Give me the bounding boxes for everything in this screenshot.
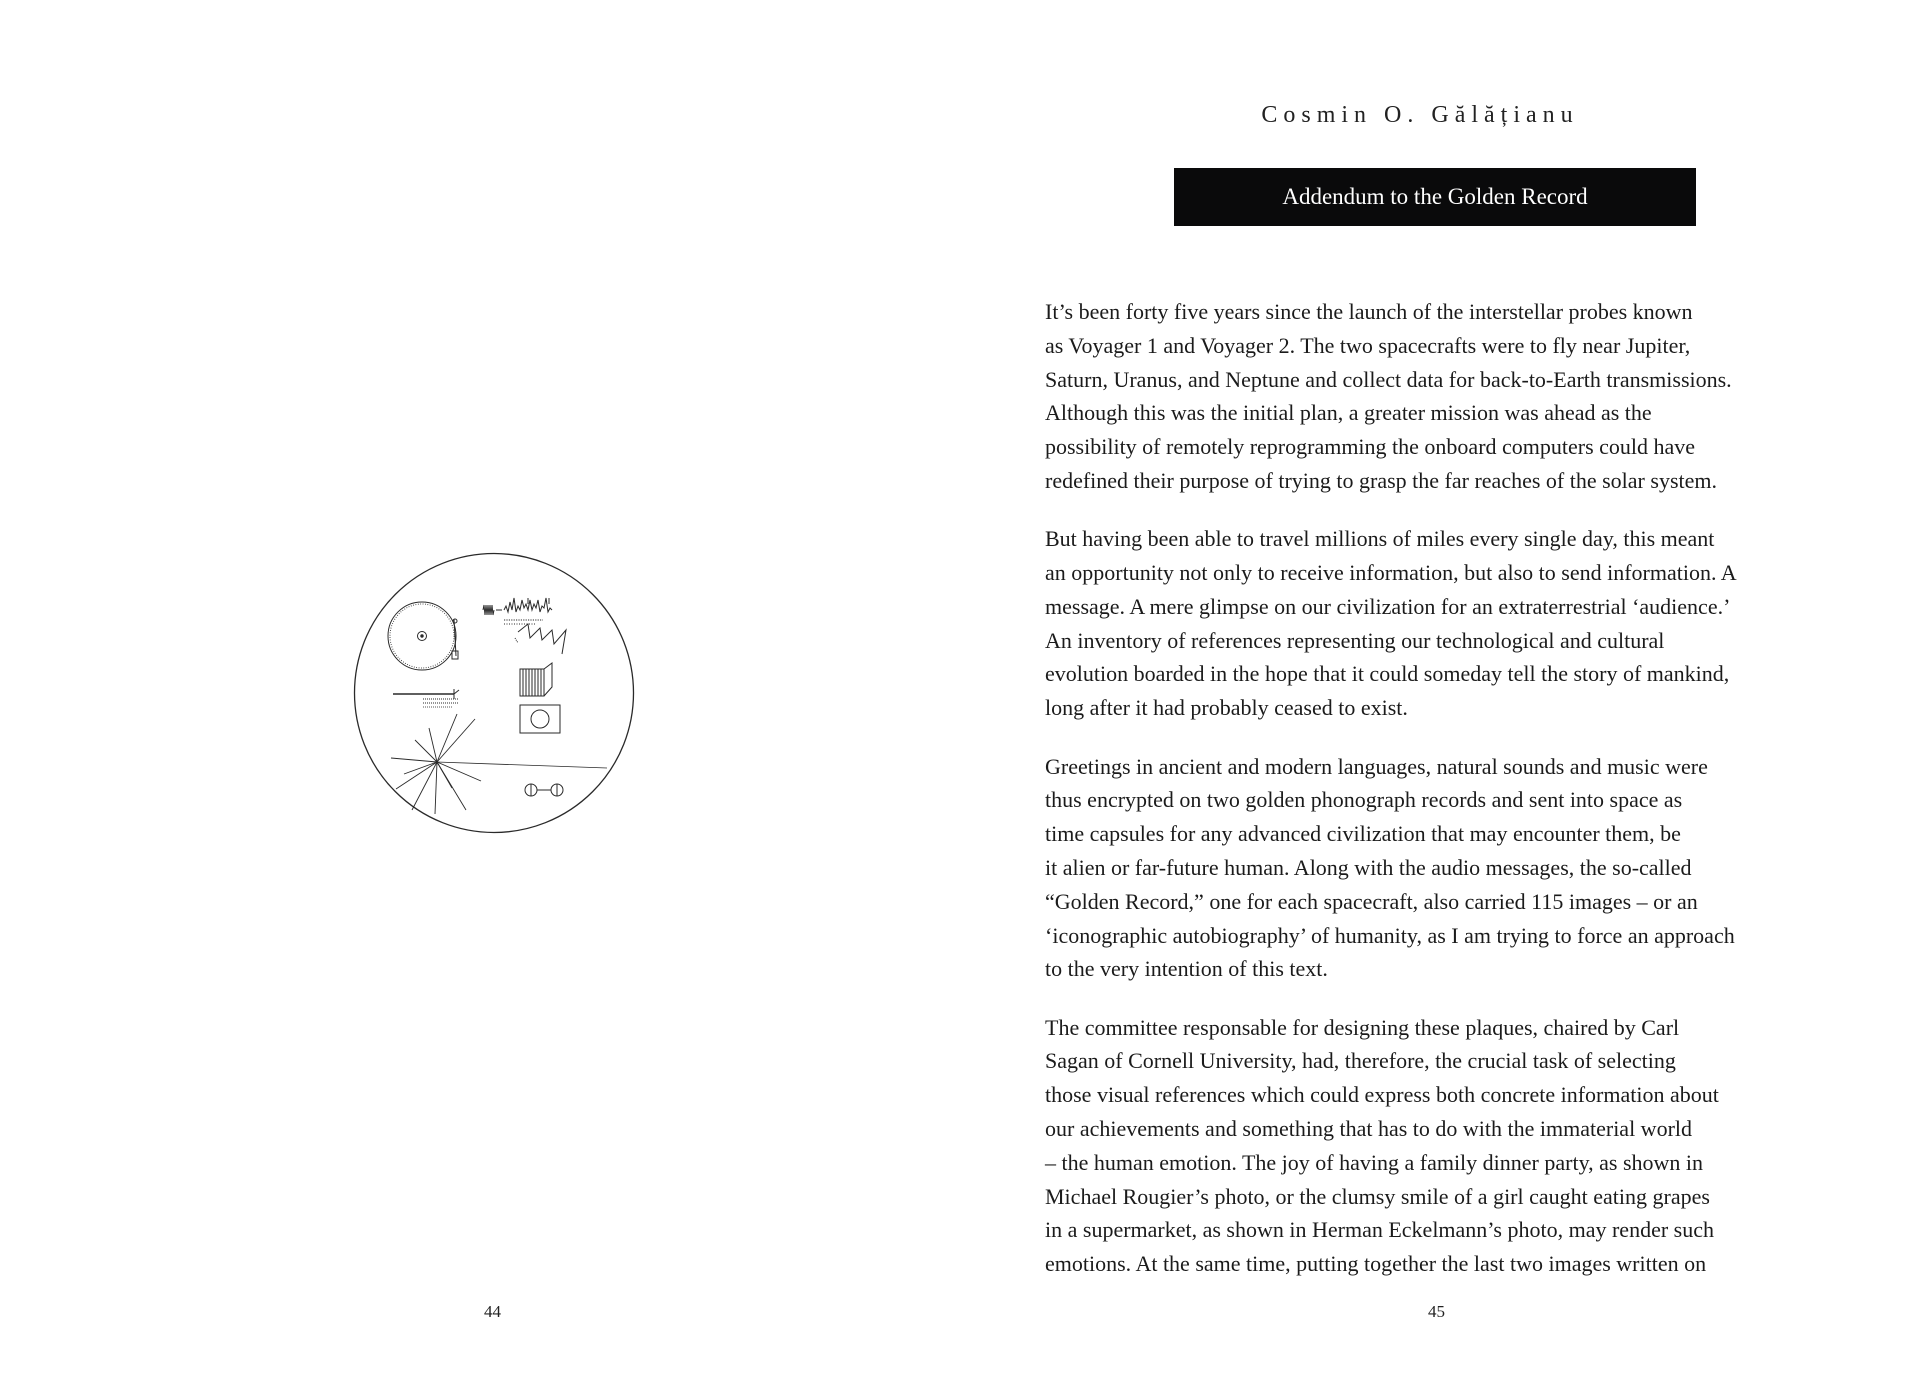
author-name: Cosmin O. Gălățianu bbox=[1261, 102, 1579, 128]
text-line: evolution boarded in the hope that it could someday tell the story of mankind, bbox=[1045, 661, 1730, 687]
text-line: in a supermarket, as shown in Herman Eckelmann’s photo, may render such bbox=[1045, 1217, 1714, 1243]
text-line: it alien or far-future human. Along with the audio messages, the so-called bbox=[1045, 854, 1692, 880]
paragraph-3 bbox=[1045, 750, 1835, 987]
text-line: – the human emotion. The joy of having a family dinner party, as shown in bbox=[1045, 1149, 1704, 1175]
text-line: Greetings in ancient and modern languages, natural sounds and music were bbox=[1045, 753, 1708, 779]
text-line: possibility of remotely reprogramming the onboard computers could have bbox=[1045, 434, 1696, 460]
text-line: An inventory of references representing our technological and cultural bbox=[1045, 627, 1665, 653]
text-line: The committee responsable for designing these plaques, chaired by Carl bbox=[1045, 1014, 1680, 1040]
text-line: Sagan of Cornell University, had, therefore, the crucial task of selecting bbox=[1045, 1048, 1676, 1074]
paragraph-1 bbox=[1045, 295, 1835, 498]
golden-record-diagram bbox=[353, 552, 635, 834]
body-text bbox=[1045, 295, 1835, 1306]
record-outer-circle bbox=[355, 554, 634, 833]
text-line: Although this was the initial plan, a greater mission was ahead as the bbox=[1045, 400, 1652, 426]
text-line: But having been able to travel millions of miles every single day, this meant bbox=[1045, 526, 1715, 552]
image-frame bbox=[520, 705, 560, 733]
text-line: redefined their purpose of trying to grasp the far reaches of the solar system. bbox=[1045, 467, 1717, 493]
page-number-left: 44 bbox=[484, 1302, 501, 1321]
text-line: those visual references which could express both concrete information about bbox=[1045, 1082, 1719, 1108]
paragraph-2 bbox=[1045, 522, 1835, 725]
text-line: an opportunity not only to receive information, but also to send information. A bbox=[1045, 560, 1737, 586]
paragraph-4 bbox=[1045, 1011, 1835, 1281]
text-line: our achievements and something that has to do with the immaterial world bbox=[1045, 1116, 1693, 1142]
text-line: Michael Rougier’s photo, or the clumsy smile of a girl caught eating grapes bbox=[1045, 1183, 1710, 1209]
text-line: Saturn, Uranus, and Neptune and collect data for back-to-Earth transmissions. bbox=[1045, 366, 1732, 392]
page-number-right: 45 bbox=[1428, 1302, 1445, 1321]
text-line: message. A mere glimpse on our civilization for an extraterrestrial ‘audience.’ bbox=[1045, 593, 1731, 619]
chapter-title: Addendum to the Golden Record bbox=[1282, 184, 1588, 209]
pulsar-map bbox=[391, 714, 607, 814]
text-line: ‘iconographic autobiography’ of humanity, as I am trying to force an approach bbox=[1045, 922, 1735, 948]
chapter-title-banner bbox=[1174, 168, 1696, 226]
text-line: It’s been forty five years since the launch of the interstellar probes known bbox=[1045, 299, 1693, 324]
text-line: “Golden Record,” one for each spacecraft, also carried 115 images – or an bbox=[1045, 888, 1698, 914]
text-line: long after it had probably ceased to exist. bbox=[1045, 695, 1408, 721]
text-line: to the very intention of this text. bbox=[1045, 956, 1328, 982]
text-line: emotions. At the same time, putting together the last two images written on bbox=[1045, 1251, 1707, 1277]
golden-record-illustration bbox=[353, 552, 635, 834]
text-line: time capsules for any advanced civilization that may encounter them, be bbox=[1045, 821, 1681, 847]
text-line: as Voyager 1 and Voyager 2. The two spacecrafts were to fly near Jupiter, bbox=[1045, 332, 1691, 358]
text-line: thus encrypted on two golden phonograph records and sent into space as bbox=[1045, 787, 1683, 813]
